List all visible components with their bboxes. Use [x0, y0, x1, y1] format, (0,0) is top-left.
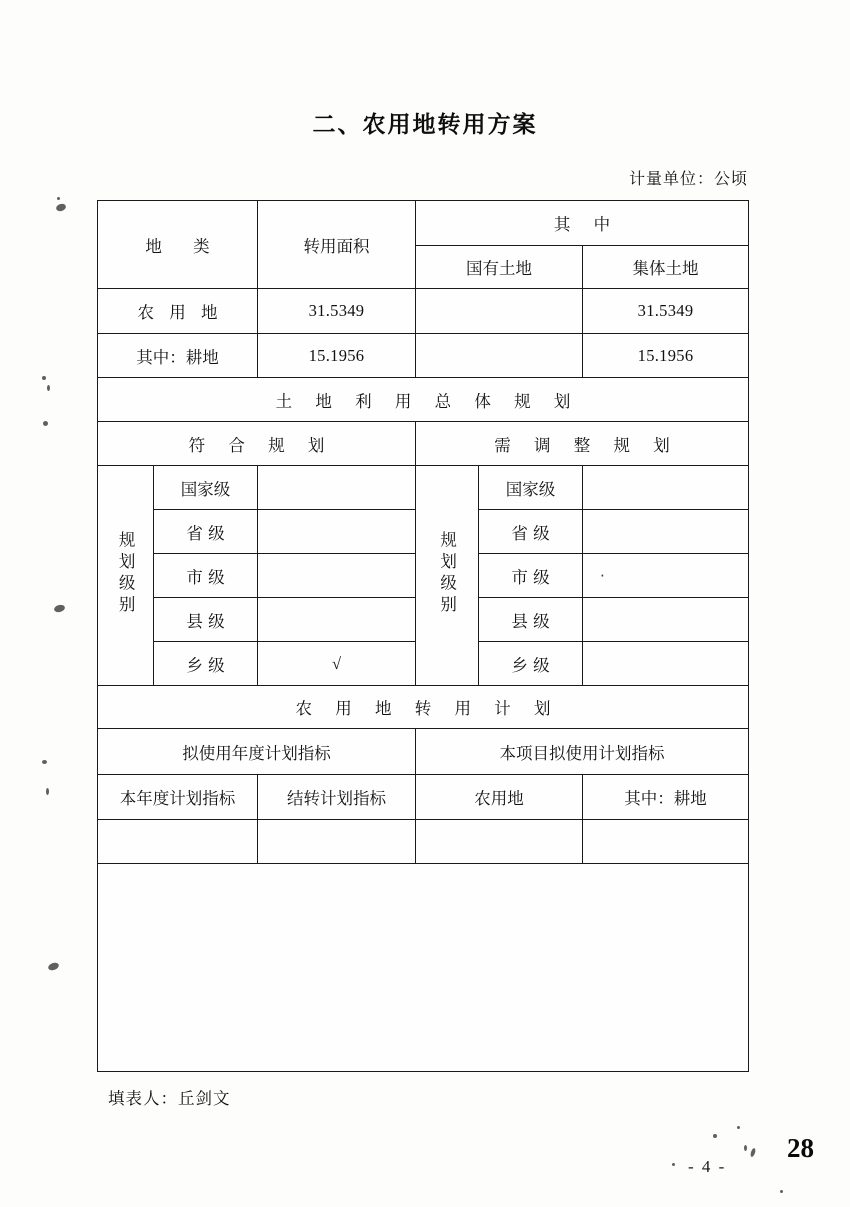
cell-collective-agricultural: 31.5349 [583, 289, 749, 334]
level-label-national-right: 国家级 [479, 466, 583, 510]
remarks-area[interactable] [98, 864, 749, 1072]
cell-state-owned-cultivated [416, 334, 583, 378]
page-title: 二、农用地转用方案 [312, 112, 538, 138]
row-label-agricultural-land: 农 用 地 [98, 289, 258, 334]
level-mark-national-left[interactable] [258, 466, 416, 510]
scan-speckle [47, 961, 60, 971]
cell-collective-cultivated: 15.1956 [583, 334, 749, 378]
scan-speckle [53, 604, 65, 614]
level-mark-provincial-right[interactable] [583, 510, 749, 554]
level-mark-provincial-left[interactable] [258, 510, 416, 554]
title-needs-plan-adjustment: 需 调 整 规 划 [416, 422, 749, 466]
plan-section-title-row [98, 422, 749, 466]
value-carryover-quota[interactable] [258, 820, 416, 864]
scan-speckle [737, 1126, 740, 1129]
scan-speckle [46, 788, 49, 795]
scan-speckle [57, 197, 60, 200]
table-header-row-top [98, 201, 749, 246]
header-annual-plan-quota: 拟使用年度计划指标 [98, 729, 416, 775]
level-mark-county-left[interactable] [258, 598, 416, 642]
level-label-township-right: 乡 级 [479, 642, 583, 686]
measurement-unit-note: 计量单位：公顷 [628, 169, 748, 188]
level-label-national-left: 国家级 [154, 466, 258, 510]
farmland-conversion-table [97, 200, 748, 1072]
scan-speckle [750, 1148, 757, 1158]
level-mark-municipal-right[interactable]: · [583, 554, 749, 598]
level-label-county-left: 县 级 [154, 598, 258, 642]
level-mark-township-right[interactable] [583, 642, 749, 686]
section-banner-row [98, 378, 749, 422]
remarks-row [98, 864, 749, 1072]
scan-speckle [744, 1145, 747, 1151]
header-project-plan-quota: 本项目拟使用计划指标 [416, 729, 749, 775]
level-label-provincial-right: 省 级 [479, 510, 583, 554]
header-converted-area: 转用面积 [258, 201, 416, 289]
scan-speckle [713, 1134, 717, 1138]
title-conforms-to-plan: 符 合 规 划 [98, 422, 416, 466]
level-mark-national-right[interactable] [583, 466, 749, 510]
header-of-which: 其 中 [416, 201, 749, 246]
header-land-type: 地 类 [98, 201, 258, 289]
section-banner-row [98, 686, 749, 729]
plan-level-row [98, 466, 749, 510]
scan-speckle [47, 385, 50, 391]
value-cultivated-land[interactable] [583, 820, 749, 864]
cell-converted-area-agricultural: 31.5349 [258, 289, 416, 334]
group-label-plan-level-left: 规划级别 [98, 466, 154, 686]
level-mark-county-right[interactable] [583, 598, 749, 642]
scan-speckle [780, 1190, 783, 1193]
scan-speckle [43, 421, 48, 426]
table-row [98, 334, 749, 378]
col-current-year-quota: 本年度计划指标 [98, 775, 258, 820]
banner-farmland-conversion-plan: 农 用 地 转 用 计 划 [98, 686, 749, 729]
value-current-year-quota[interactable] [98, 820, 258, 864]
table-row [98, 289, 749, 334]
value-agricultural-land[interactable] [416, 820, 583, 864]
plan-values-row [98, 820, 749, 864]
header-state-owned-land: 国有土地 [416, 246, 583, 289]
level-label-township-left: 乡 级 [154, 642, 258, 686]
scan-speckle [672, 1163, 675, 1166]
col-agricultural-land: 农用地 [416, 775, 583, 820]
col-carryover-quota: 结转计划指标 [258, 775, 416, 820]
scan-speckle [42, 760, 47, 764]
banner-overall-land-use-plan: 土 地 利 用 总 体 规 划 [98, 378, 749, 422]
plan-columns-header-row [98, 775, 749, 820]
col-cultivated-land: 其中：耕地 [583, 775, 749, 820]
level-label-municipal-left: 市 级 [154, 554, 258, 598]
stamp-number: 28 [787, 1133, 814, 1163]
form-filler-label: 填表人：丘剑文 [108, 1089, 231, 1108]
cell-state-owned-agricultural [416, 289, 583, 334]
row-label-cultivated-land: 其中：耕地 [98, 334, 258, 378]
level-mark-township-left[interactable]: √ [258, 642, 416, 686]
cell-converted-area-cultivated: 15.1956 [258, 334, 416, 378]
plan-group-header-row [98, 729, 749, 775]
level-label-provincial-left: 省 级 [154, 510, 258, 554]
scan-speckle [55, 203, 67, 213]
page-number: - 4 - [688, 1157, 727, 1176]
group-label-plan-level-right: 规划级别 [416, 466, 479, 686]
level-label-municipal-right: 市 级 [479, 554, 583, 598]
level-label-county-right: 县 级 [479, 598, 583, 642]
header-collective-land: 集体土地 [583, 246, 749, 289]
level-mark-municipal-left[interactable] [258, 554, 416, 598]
scan-speckle [42, 376, 46, 380]
